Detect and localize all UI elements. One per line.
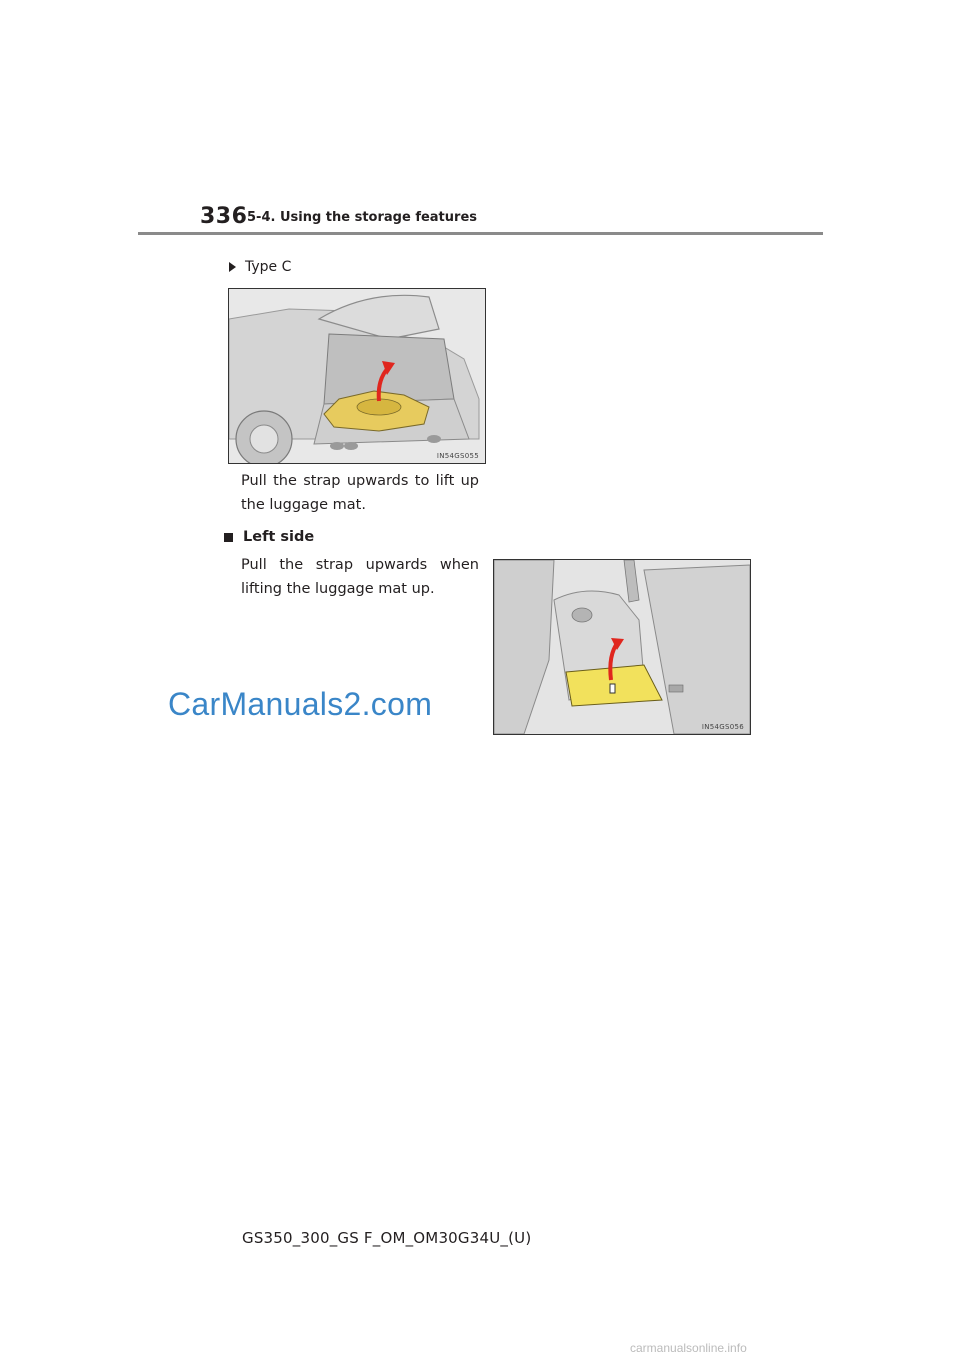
car-trunk-illustration: [229, 289, 485, 463]
type-c-text: Type C: [245, 259, 292, 275]
carmanuals2-watermark: CarManuals2.com: [168, 686, 433, 722]
figure-left-side-trunk: [493, 559, 751, 735]
page-number: 336: [200, 204, 248, 229]
site-watermark: carmanualsonline.info: [630, 1341, 747, 1355]
type-c-label: [229, 259, 291, 275]
trunk-left-side-illustration: [494, 560, 750, 734]
figure-type-c-trunk: [228, 288, 486, 464]
left-side-caption: Pull the strap upwards when lifting the luggage mat up.: [241, 557, 479, 597]
left-side-heading-text: Left side: [243, 529, 315, 545]
triangle-bullet-icon: [229, 262, 236, 272]
figure-code: IN54GS055: [436, 452, 479, 460]
figure-code: IN54GS056: [701, 723, 744, 731]
header-rule: [138, 232, 823, 235]
type-c-caption: Pull the strap upwards to lift up the luggage mat.: [241, 473, 479, 513]
square-bullet-icon: [224, 533, 233, 542]
document-id-footer: GS350_300_GS F_OM_OM30G34U_(U): [242, 1229, 532, 1247]
section-title: 5-4. Using the storage features: [247, 210, 477, 225]
left-side-heading: [224, 529, 314, 545]
